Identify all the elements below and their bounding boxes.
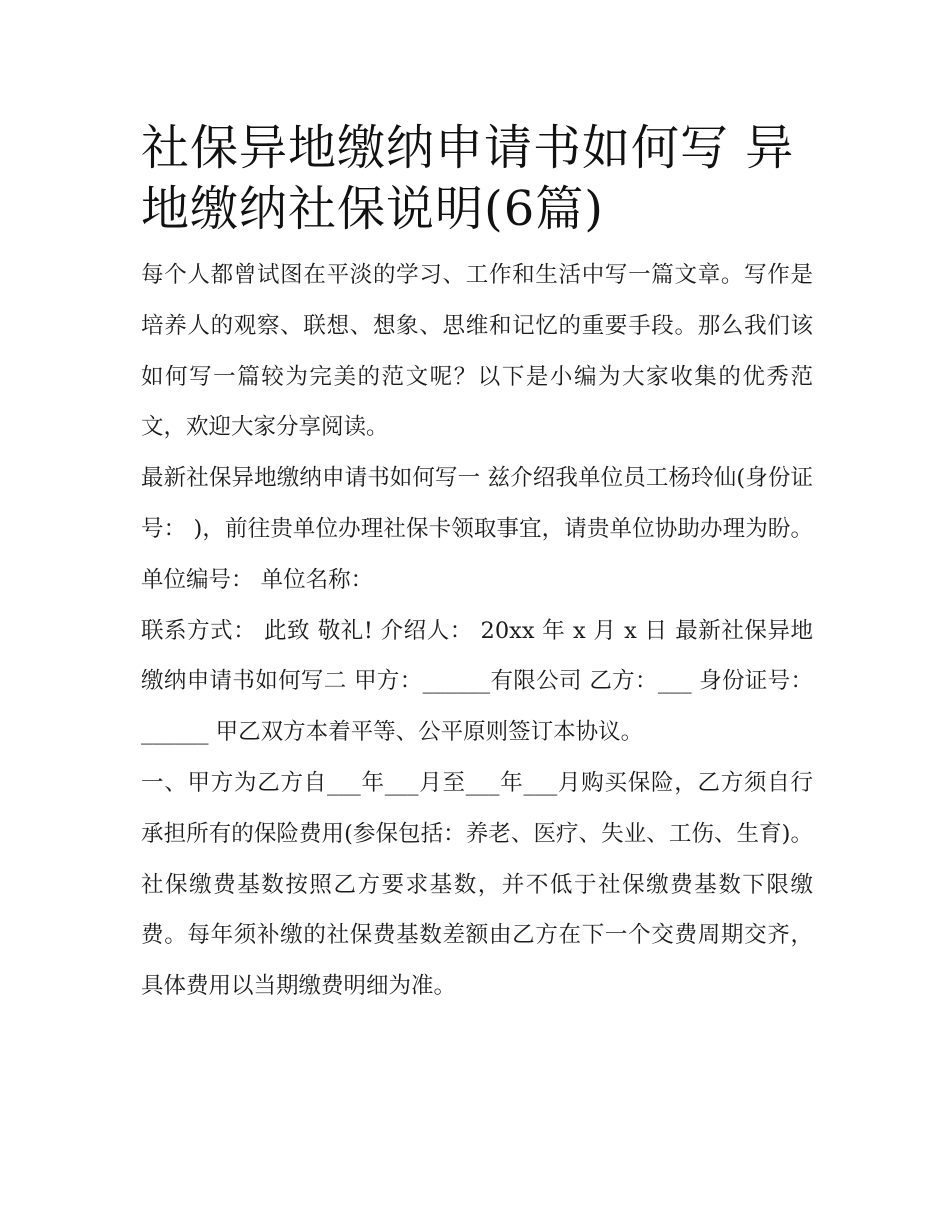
paragraph-intro: 每个人都曾试图在平淡的学习、工作和生活中写一篇文章。写作是培养人的观察、联想、想象、思维和记忆的重要手段。那么我们该如何写一篇较为完美的范文呢？以下是小编为大家收集的优秀范文，欢迎大家分享阅读。 [141, 262, 813, 441]
paragraph-introduction-letter: 最新社保异地缴纳申请书如何写一 兹介绍我单位员工杨玲仙(身份证号： )，前往贵单位办理社保卡领取事宜，请贵单位协助办理为盼。 单位编号： 单位名称： [141, 465, 813, 593]
paragraph-clause-one: 一、甲方为乙方自___年___月至___年___月购买保险，乙方须自行承担所有的保险费用(参保包括：养老、医疗、失业、工伤、生育)。社保缴费基数按照乙方要求基数，并不低于社保缴费基数下限缴费。每年须补缴的社保费基数差额由乙方在下一个交费周期交齐，具体费用以当期缴费明细为准。 [141, 769, 813, 1000]
document-title: 社保异地缴纳申请书如何写 异地缴纳社保说明(6篇) [141, 120, 795, 237]
document-body [141, 118, 813, 1012]
paragraph-contact-and-agreement: 联系方式： 此致 敬礼! 介绍人： 20xx 年 x 月 x 日 最新社保异地缴纳申请书如何写二 甲方：______有限公司 乙方：___ 身份证号：______ 甲乙双方本着平等、公平原则签订本协议。 [141, 617, 813, 746]
